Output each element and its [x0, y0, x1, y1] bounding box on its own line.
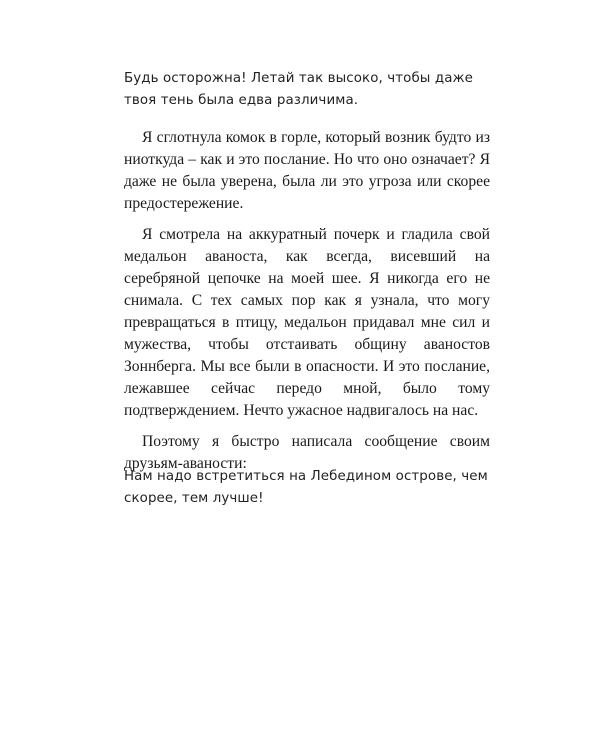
paragraph: Я смотрела на аккуратный почерк и гладила свой медальон аваноста, как всегда, висевший на серебряной цепочке на моей шее. Я никогда его не снимала. С тех самых пор как я узнала, что могу превращаться в птицу, медальон придавал мне сил и мужества, чтобы отстаивать общину аваностов Зоннберга. Мы все были в опасности. И это послание, лежавшее сейчас передо мной, было тому подтверждением. Нечто ужасное надвигалось на нас.: [124, 226, 490, 419]
body-text: [124, 127, 490, 483]
paragraph: Я сглотнула комок в горле, который возник будто из ниоткуда – как и это послание. Но что оно означает? Я даже не была уверена, была ли это угроза или скорее предостережение.: [124, 129, 490, 212]
handwritten-note-warning: Будь осторожна! Летай так высоко, чтобы даже твоя тень была едва различима.: [124, 71, 473, 108]
paragraph: Поэтому я быстро написала сообщение своим друзьям-аваности:: [124, 433, 490, 472]
handwritten-note-message: Нам надо встретиться на Лебедином острове, чем скорее, тем лучше!: [124, 469, 488, 506]
